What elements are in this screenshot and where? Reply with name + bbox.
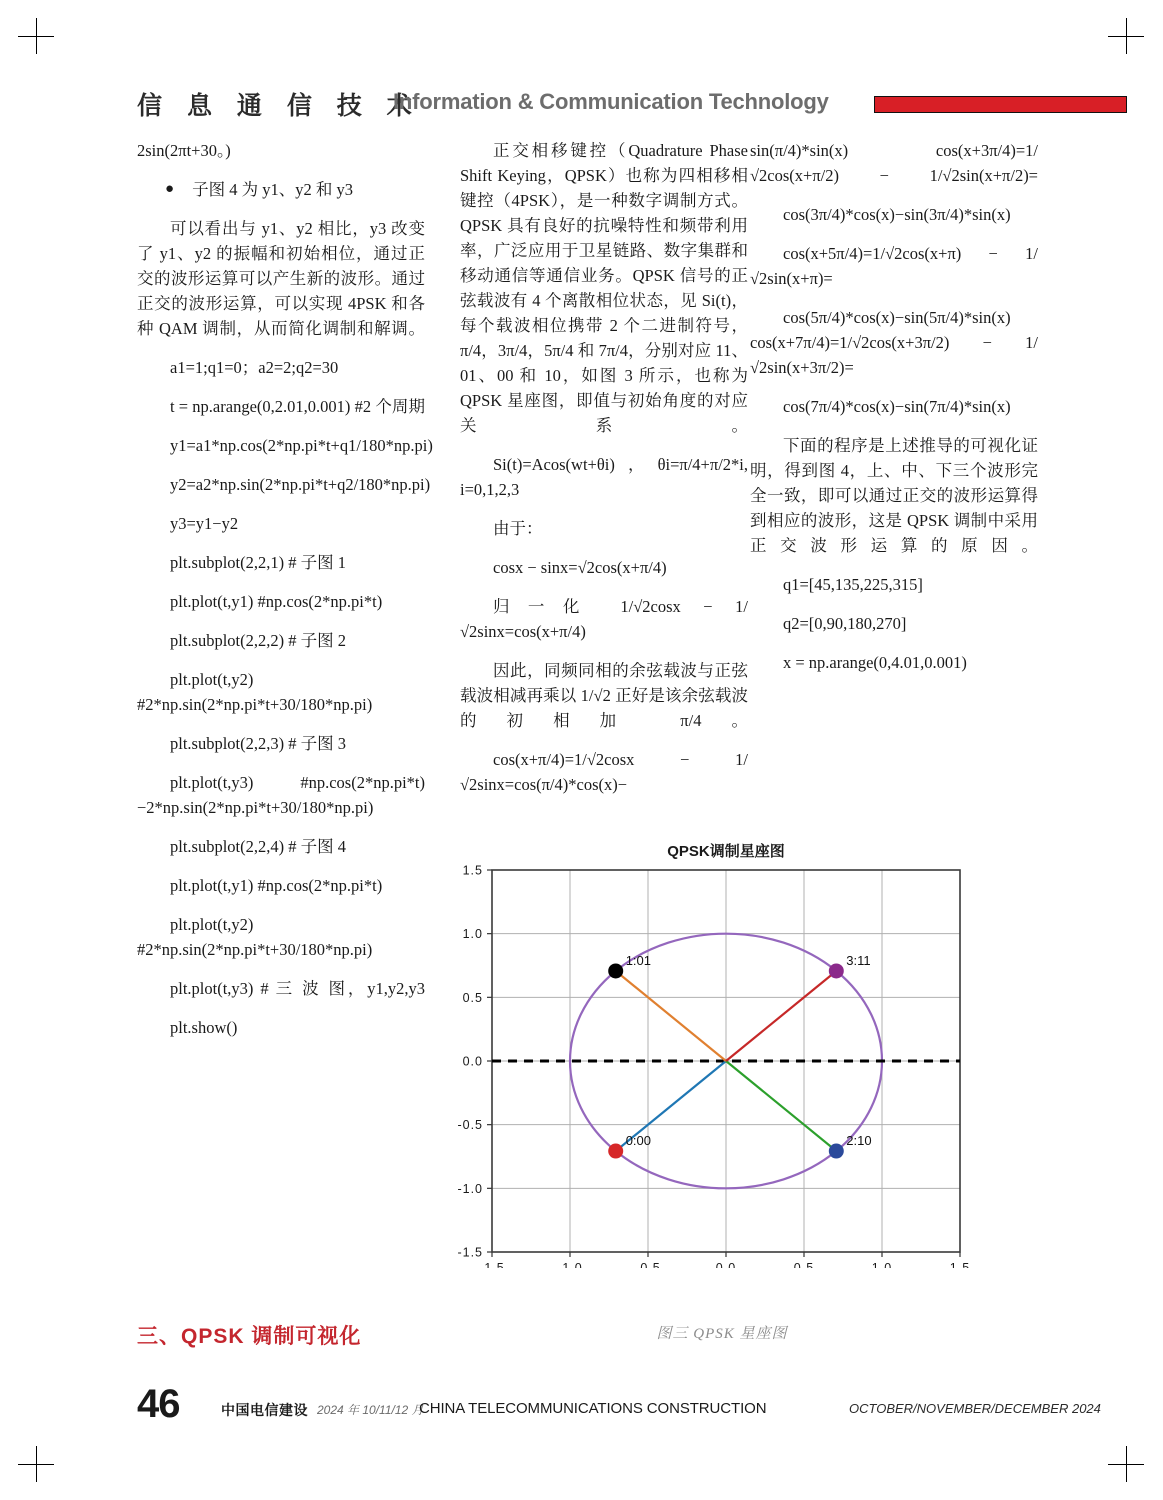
code-line: plt.plot(t,y2) #2*np.sin(2*np.pi*t+30/180*np.pi) bbox=[137, 915, 373, 959]
y-tick-label: 1.5 bbox=[462, 863, 483, 878]
formula-line: cos(x+5π/4)=1/√2cos(x+π) − 1/√2sin(x+π)= bbox=[750, 244, 1038, 288]
x-tick-label: 0.5 bbox=[793, 1261, 815, 1268]
journal-title-cn: 信 息 通 信 技 术 bbox=[137, 92, 421, 120]
formula-line: sin(π/4)*sin(x) cos(x+3π/4)=1/√2cos(x+π/2) − 1/√2sin(x+π/2)= bbox=[750, 141, 1038, 185]
formula-line: cos(7π/4)*cos(x)−sin(7π/4)*sin(x) bbox=[783, 397, 1011, 416]
constellation-point[interactable] bbox=[829, 963, 844, 978]
code-line: plt.plot(t,y1) #np.cos(2*np.pi*t) bbox=[170, 876, 383, 895]
column-left bbox=[137, 138, 433, 1054]
code-line: y3=y1−y2 bbox=[170, 514, 239, 533]
masthead-accent-bar bbox=[874, 96, 1127, 113]
code-line: plt.subplot(2,2,3) # 子图 3 bbox=[170, 734, 346, 753]
y-tick-label: -0.5 bbox=[457, 1118, 483, 1133]
x-tick-label: -1.0 bbox=[557, 1261, 583, 1268]
constellation-point[interactable] bbox=[608, 1144, 623, 1159]
code-line: x = np.arange(0,4.01,0.001) bbox=[783, 653, 967, 672]
column-middle bbox=[460, 138, 748, 811]
code-line: plt.subplot(2,2,2) # 子图 2 bbox=[170, 631, 346, 650]
bullet-icon: ● bbox=[165, 181, 175, 197]
journal-title-en: Information & Communication Technology bbox=[393, 89, 829, 114]
y-tick-label: -1.0 bbox=[457, 1181, 483, 1196]
formula-line: cos(5π/4)*cos(x)−sin(5π/4)*sin(x) cos(x+7π/4)=1/√2cos(x+3π/2) − 1/√2sin(x+3π/2)= bbox=[750, 308, 1038, 377]
formula-line: cosx − sinx=√2cos(x+π/4) bbox=[493, 558, 667, 577]
x-tick-label: 1.0 bbox=[871, 1261, 893, 1268]
constellation-ray bbox=[726, 971, 836, 1061]
column-right bbox=[750, 138, 1038, 689]
code-line: plt.plot(t,y3) # 三 波 图，y1,y2,y3 bbox=[170, 979, 425, 998]
code-line: plt.subplot(2,2,1) # 子图 1 bbox=[170, 553, 346, 572]
x-tick-label: -1.5 bbox=[479, 1261, 505, 1268]
y-tick-label: -1.5 bbox=[457, 1245, 483, 1260]
x-tick-label: 0.0 bbox=[715, 1261, 737, 1268]
code-line: q2=[0,90,180,270] bbox=[783, 614, 907, 633]
code-line: plt.plot(t,y3) #np.cos(2*np.pi*t)−2*np.sin(2*np.pi*t+30/180*np.pi) bbox=[137, 773, 425, 817]
constellation-chart bbox=[452, 838, 992, 1268]
code-line: y1=a1*np.cos(2*np.pi*t+q1/180*np.pi) bbox=[170, 436, 433, 455]
qpsk-constellation-figure bbox=[452, 838, 992, 1268]
issue-date-en: OCTOBER/NOVEMBER/DECEMBER 2024 bbox=[849, 1401, 1101, 1416]
constellation-point-label: 1:01 bbox=[625, 952, 652, 968]
crop-mark-tr-h bbox=[1108, 36, 1144, 37]
bullet-item bbox=[165, 177, 425, 202]
constellation-point-label: 2:10 bbox=[846, 1133, 872, 1149]
publisher-name-cn: 中国电信建设 bbox=[221, 1402, 308, 1418]
constellation-point-label: 3:11 bbox=[846, 952, 871, 968]
page-footer bbox=[137, 1382, 1127, 1426]
formula-line: Si(t)=Acos(wt+θi)，θi=π/4+π/2*i, i=0,1,2,3 bbox=[460, 455, 748, 499]
constellation-ray bbox=[616, 971, 726, 1061]
constellation-point[interactable] bbox=[608, 963, 623, 978]
issue-date-cn: 2024 年 10/11/12 月 bbox=[317, 1403, 424, 1417]
x-tick-label: -0.5 bbox=[635, 1261, 661, 1268]
paragraph: 因此，同频同相的余弦载波与正弦载波相减再乘以 1/√2 正好是该余弦载波的初相加 π/4。 bbox=[460, 661, 748, 730]
paragraph: 2sin(2πt+30。) bbox=[137, 141, 231, 160]
x-tick-label: 1.5 bbox=[949, 1261, 971, 1268]
code-line: t = np.arange(0,2.01,0.001) #2 个周期 bbox=[170, 397, 425, 416]
formula-line: cos(x+π/4)=1/√2cosx − 1/√2sinx=cos(π/4)*cos(x)− bbox=[460, 750, 748, 794]
code-line: q1=[45,135,225,315] bbox=[783, 575, 923, 594]
constellation-point[interactable] bbox=[829, 1144, 844, 1159]
bullet-label: 子图 4 为 y1、y2 和 y3 bbox=[192, 180, 353, 199]
crop-mark-br-h bbox=[1108, 1464, 1144, 1465]
code-line: plt.subplot(2,2,4) # 子图 4 bbox=[170, 837, 346, 856]
crop-mark-tl-h bbox=[18, 36, 54, 37]
code-line: y2=a2*np.sin(2*np.pi*t+q2/180*np.pi) bbox=[170, 475, 431, 494]
y-tick-label: 0.0 bbox=[462, 1054, 483, 1069]
code-line: a1=1;q1=0；a2=2;q2=30 bbox=[170, 358, 339, 377]
page-number: 46 bbox=[137, 1382, 180, 1426]
y-tick-label: 0.5 bbox=[462, 990, 483, 1005]
paragraph: 下面的程序是上述推导的可视化证明，得到图 4，上、中、下三个波形完全一致，即可以通过正交的波形运算得到相应的波形，这是 QPSK 调制中采用正交波形运算的原因。 bbox=[750, 436, 1038, 555]
constellation-point-label: 0:00 bbox=[625, 1133, 652, 1149]
code-line: plt.show() bbox=[170, 1018, 238, 1037]
paragraph: 由于： bbox=[493, 519, 543, 538]
y-tick-label: 1.0 bbox=[462, 927, 483, 942]
masthead bbox=[137, 86, 1127, 124]
paragraph: 可以看出与 y1、y2 相比，y3 改变了 y1、y2 的振幅和初始相位，通过正交的波形运算可以产生新的波形。通过正交的波形运算，可以实现 4PSK 和各种 QAM 调制，从而简化调制和解调。 bbox=[137, 219, 425, 338]
formula-line: cos(3π/4)*cos(x)−sin(3π/4)*sin(x) bbox=[783, 205, 1011, 224]
constellation-ray bbox=[726, 1061, 836, 1151]
crop-mark-bl-h bbox=[18, 1464, 54, 1465]
publisher-name-en: CHINA TELECOMMUNICATIONS CONSTRUCTION bbox=[419, 1400, 767, 1417]
formula-line: 归一化 1/√2cosx − 1/√2sinx=cos(x+π/4) bbox=[460, 597, 748, 641]
code-line: plt.plot(t,y2) #2*np.sin(2*np.pi*t+30/180*np.pi) bbox=[137, 670, 373, 714]
chart-title: QPSK调制星座图 bbox=[667, 843, 785, 860]
section-heading: 三、QPSK 调制可视化 bbox=[137, 1325, 362, 1348]
code-line: plt.plot(t,y1) #np.cos(2*np.pi*t) bbox=[170, 592, 383, 611]
paragraph: 正交相移键控（Quadrature Phase Shift Keying，QPSK）也称为四相移相键控（4PSK），是一种数字调制方式。QPSK 具有良好的抗噪特性和频带利用率，广泛应用于卫星链路、数字集群和移动通信等通信业务。QPSK 信号的正弦载波有 4 个离散相位状态，见 Si(t)，每个载波相位携带 2 个二进制符号，π/4，3π/4，5π/4 和 7π/4，分别对应 11、01、00 和 10，如图 3 所示，也称为 QPSK 星座图，即值与初始角度的对应关系。 bbox=[460, 141, 748, 435]
figure-caption: 图三 QPSK 星座图 bbox=[656, 1326, 788, 1342]
